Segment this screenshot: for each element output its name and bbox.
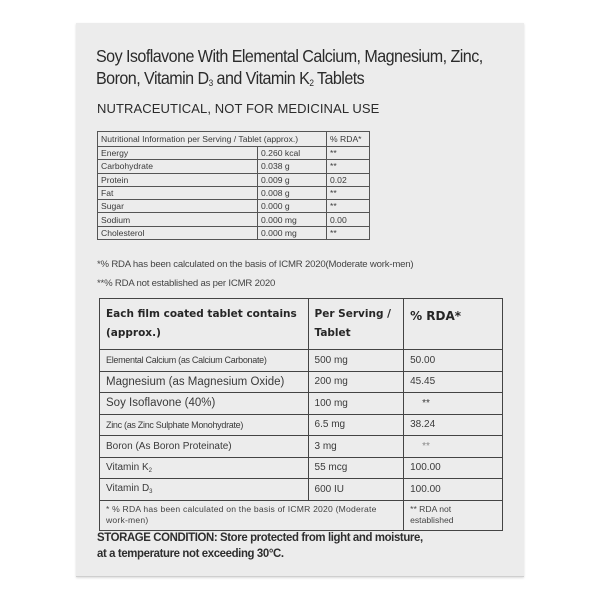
ingredient-amount: 55 mcg bbox=[308, 457, 404, 479]
rda-note-1: *% RDA has been calculated on the basis of ICMR 2020(Moderate work-men) bbox=[97, 259, 414, 270]
nutrient-rda: ** bbox=[327, 147, 370, 160]
nutrient-rda: 0.02 bbox=[327, 173, 370, 186]
table-row bbox=[98, 226, 370, 239]
ingredient-rda: ** bbox=[404, 436, 503, 458]
nutrient-value: 0.038 g bbox=[258, 160, 327, 173]
title-text: Tablets bbox=[313, 68, 365, 88]
storage-line-2: at a temperature not exceeding 30°C. bbox=[97, 546, 284, 560]
nutrient-name: Cholesterol bbox=[98, 226, 258, 239]
subscript: 3 bbox=[208, 78, 213, 88]
ingredient-amount: 500 mg bbox=[308, 350, 404, 372]
composition-header-amount: Per Serving / Tablet bbox=[308, 299, 404, 350]
nutrient-value: 0.000 mg bbox=[258, 213, 327, 226]
product-title-line2 bbox=[96, 67, 482, 94]
nutrient-rda: ** bbox=[327, 200, 370, 213]
ingredient-name-text: Vitamin D bbox=[106, 483, 150, 495]
table-row bbox=[100, 393, 503, 415]
ingredient-rda: 45.45 bbox=[404, 371, 503, 393]
nutrient-name: Sugar bbox=[98, 200, 258, 213]
nutrient-name: Sodium bbox=[98, 213, 258, 226]
subscript: 2 bbox=[148, 467, 152, 474]
ingredient-name bbox=[100, 479, 309, 501]
composition-table-footer bbox=[100, 500, 503, 530]
ingredient-name: Soy Isoflavone (40%) bbox=[100, 393, 309, 415]
ingredient-rda: 50.00 bbox=[404, 350, 503, 372]
ingredient-amount: 3 mg bbox=[308, 436, 404, 458]
table-row bbox=[100, 479, 503, 501]
subscript: 3 bbox=[149, 489, 153, 496]
nutrition-table-header bbox=[98, 132, 370, 147]
table-row bbox=[100, 371, 503, 393]
ingredient-rda: 100.00 bbox=[404, 457, 503, 479]
nutrient-value: 0.000 mg bbox=[258, 226, 327, 239]
table-row bbox=[98, 213, 370, 226]
nutrient-value: 0.009 g bbox=[258, 173, 327, 186]
ingredient-rda: 38.24 bbox=[404, 414, 503, 436]
nutrient-name: Protein bbox=[98, 173, 258, 186]
nutrient-value: 0.008 g bbox=[258, 186, 327, 199]
table-row bbox=[98, 186, 370, 199]
product-subtitle: NUTRACEUTICAL, NOT FOR MEDICINAL USE bbox=[97, 101, 380, 116]
product-title bbox=[96, 45, 482, 94]
storage-line-1: STORAGE CONDITION: Store protected from light and moisture, bbox=[97, 530, 423, 544]
composition-header-ingredient: Each film coated tablet contains (approx.) bbox=[100, 299, 309, 350]
ingredient-rda: 100.00 bbox=[404, 479, 503, 501]
composition-table bbox=[99, 298, 503, 531]
table-row bbox=[98, 160, 370, 173]
nutrient-name: Carbohydrate bbox=[98, 160, 258, 173]
storage-condition bbox=[97, 529, 423, 561]
rda-notes bbox=[97, 255, 413, 293]
table-row bbox=[98, 173, 370, 186]
nutrition-header-rda: % RDA* bbox=[327, 132, 370, 147]
ingredient-amount: 100 mg bbox=[308, 393, 404, 415]
product-title-line1: Soy Isoflavone With Elemental Calcium, Magnesium, Zinc, bbox=[96, 46, 483, 66]
nutrient-rda: ** bbox=[327, 226, 370, 239]
ingredient-name: Zinc (as Zinc Sulphate Monohydrate) bbox=[100, 414, 309, 436]
ingredient-rda: ** bbox=[404, 393, 503, 415]
ingredient-name: Boron (As Boron Proteinate) bbox=[100, 436, 309, 458]
nutrient-rda: ** bbox=[327, 186, 370, 199]
footer-rda-note: * % RDA has been calculated on the basis of ICMR 2020 (Moderate work-men) bbox=[100, 500, 404, 530]
subscript: 2 bbox=[309, 78, 314, 88]
table-row bbox=[100, 457, 503, 479]
ingredient-name bbox=[100, 457, 309, 479]
composition-table-header bbox=[100, 299, 503, 350]
table-row bbox=[98, 147, 370, 160]
table-row bbox=[98, 200, 370, 213]
footer-rda-not-established: ** RDA not established bbox=[404, 500, 503, 530]
composition-header-rda: % RDA* bbox=[404, 299, 503, 350]
ingredient-name: Magnesium (as Magnesium Oxide) bbox=[100, 371, 309, 393]
ingredient-amount: 600 IU bbox=[308, 479, 404, 501]
nutrient-name: Fat bbox=[98, 186, 258, 199]
ingredient-name-text: Vitamin K bbox=[106, 461, 149, 473]
nutrient-rda: 0.00 bbox=[327, 213, 370, 226]
ingredient-name: Elemental Calcium (as Calcium Carbonate) bbox=[100, 350, 309, 372]
ingredient-amount: 200 mg bbox=[308, 371, 404, 393]
nutrient-value: 0.260 kcal bbox=[258, 147, 327, 160]
title-text: Boron, Vitamin D bbox=[96, 68, 209, 88]
table-row bbox=[100, 350, 503, 372]
rda-note-2: **% RDA not established as per ICMR 2020 bbox=[97, 278, 276, 289]
title-text: and Vitamin K bbox=[212, 68, 310, 88]
nutrition-header-label: Nutritional Information per Serving / Tablet (approx.) bbox=[98, 132, 327, 147]
ingredient-amount: 6.5 mg bbox=[308, 414, 404, 436]
table-row bbox=[100, 436, 503, 458]
nutrient-name: Energy bbox=[98, 147, 258, 160]
nutrient-rda: ** bbox=[327, 160, 370, 173]
nutrition-table bbox=[97, 131, 370, 240]
nutrient-value: 0.000 g bbox=[258, 200, 327, 213]
table-row bbox=[100, 414, 503, 436]
